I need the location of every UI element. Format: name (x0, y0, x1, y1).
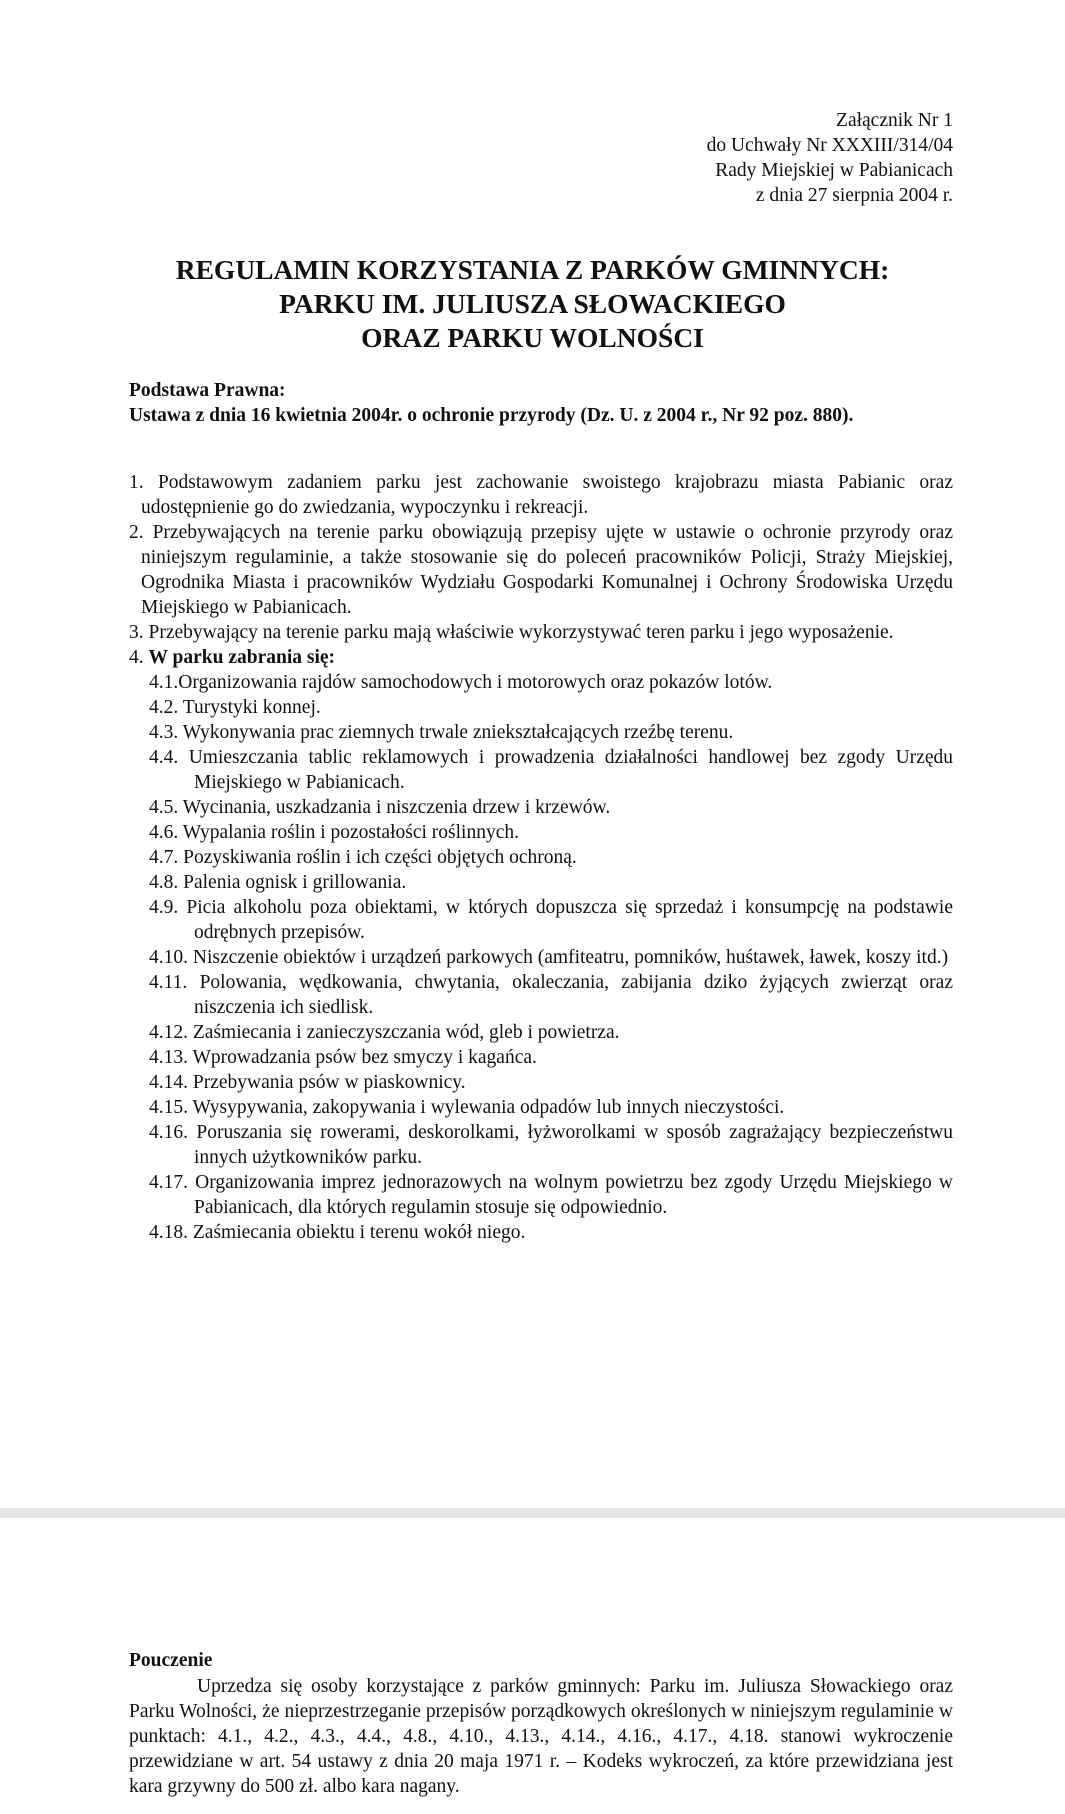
rule-2: 2. Przebywających na terenie parku obowiązują przepisy ujęte w ustawie o ochronie przyrody oraz niniejszym regulaminie, a także stosowanie się do poleceń pracowników Policji, Straży Miejskiej, Ogrodnika Miasta i pracowników Wydziału Gospodarki Komunalnej i Ochrony Środowiska Urzędu Miejskiego w Pabianicach. (129, 522, 953, 618)
rule-1: 1. Podstawowym zadaniem parku jest zachowanie swoistego krajobrazu miasta Pabianic oraz udostępnienie go do zwiedzania, wypoczynku i rekreacji. (129, 472, 953, 518)
prohibition-item: 4.15. Wysypywania, zakopywania i wylewania odpadów lub innych nieczystości. (149, 1097, 785, 1118)
advice-text: Uprzedza się osoby korzystające z parków gminnych: Parku im. Juliusza Słowackiego oraz Parku Wolności, że nieprzestrzeganie przepisów porządkowych określonych w niniejszym regulaminie w punktach: 4.1., 4.2., 4.3., 4.4., 4.8., 4.10., 4.13., 4.14., 4.16., 4.17., 4.18. stanowi wykroczenie przewidziane w art. 54 ustawy z dnia 20 maja 1971 r. – Kodeks wykroczeń, za które przewidziana jest kara grzywny do 500 zł. albo kara nagany. (129, 1676, 953, 1797)
rule-4-heading: W parku zabrania się: (148, 647, 336, 668)
prohibition-item: 4.2. Turystyki konnej. (149, 697, 321, 718)
prohibition-item: 4.7. Pozyskiwania roślin i ich części objętych ochroną. (149, 847, 577, 868)
prohibition-item: 4.6. Wypalania roślin i pozostałości roślinnych. (149, 822, 519, 843)
rule-4 (129, 645, 953, 670)
prohibition-item: 4.9. Picia alkoholu poza obiektami, w których dopuszcza się sprzedaż i konsumpcję na podstawie odrębnych przepisów. (149, 897, 953, 943)
legal-basis-heading: Podstawa Prawna: (129, 380, 286, 401)
annex-date: z dnia 27 sierpnia 2004 r. (755, 185, 953, 206)
page-separator (0, 1508, 1065, 1518)
prohibition-item: 4.4. Umieszczania tablic reklamowych i prowadzenia działalności handlowej bez zgody Urzędu Miejskiego w Pabianicach. (149, 747, 953, 793)
annex-reference (707, 108, 953, 208)
rule-4-number: 4. (129, 647, 149, 668)
prohibition-item: 4.18. Zaśmiecania obiektu i terenu wokół niego. (149, 1222, 526, 1243)
annex-number: Załącznik Nr 1 (836, 110, 953, 131)
prohibition-item: 4.3. Wykonywania prac ziemnych trwale zniekształcających rzeźbę terenu. (149, 722, 734, 743)
prohibition-item: 4.16. Poruszania się rowerami, deskorolkami, łyżworolkami w sposób zagrażający bezpieczeństwu innych użytkowników parku. (149, 1122, 953, 1168)
prohibition-item: 4.10. Niszczenie obiektów i urządzeń parkowych (amfiteatru, pomników, huśtawek, ławek, koszy itd.) (149, 947, 949, 968)
document-title (0, 253, 1065, 355)
advice-heading: Pouczenie (129, 1650, 213, 1671)
rule-3: 3. Przebywający na terenie parku mają właściwie wykorzystywać teren parku i jego wyposażenie. (129, 622, 894, 643)
legal-basis-text: Ustawa z dnia 16 kwietnia 2004r. o ochronie przyrody (Dz. U. z 2004 r., Nr 92 poz. 880). (129, 405, 854, 426)
prohibition-item: 4.1.Organizowania rajdów samochodowych i motorowych oraz pokazów lotów. (149, 672, 773, 693)
prohibition-item: 4.14. Przebywania psów w piaskownicy. (149, 1072, 466, 1093)
title-line-3: ORAZ PARKU WOLNOŚCI (361, 322, 704, 353)
legal-basis (129, 378, 853, 428)
rules-list (129, 470, 953, 1245)
prohibitions-list (149, 670, 953, 1245)
annex-council: Rady Miejskiej w Pabianicach (715, 160, 953, 181)
title-line-2: PARKU IM. JULIUSZA SŁOWACKIEGO (279, 288, 786, 319)
annex-resolution: do Uchwały Nr XXXIII/314/04 (706, 135, 953, 156)
prohibition-item: 4.12. Zaśmiecania i zanieczyszczania wód, gleb i powietrza. (149, 1022, 620, 1043)
prohibition-item: 4.5. Wycinania, uszkadzania i niszczenia drzew i krzewów. (149, 797, 611, 818)
title-line-1: REGULAMIN KORZYSTANIA Z PARKÓW GMINNYCH: (175, 254, 890, 285)
prohibition-item: 4.13. Wprowadzania psów bez smyczy i kagańca. (149, 1047, 537, 1068)
prohibition-item: 4.11. Polowania, wędkowania, chwytania, okaleczania, zabijania dziko żyjących zwierząt oraz niszczenia ich siedlisk. (149, 972, 953, 1018)
prohibition-item: 4.17. Organizowania imprez jednorazowych na wolnym powietrzu bez zgody Urzędu Miejskiego w Pabianicach, dla których regulamin stosuje się odpowiednio. (149, 1172, 953, 1218)
prohibition-item: 4.8. Palenia ognisk i grillowania. (149, 872, 407, 893)
